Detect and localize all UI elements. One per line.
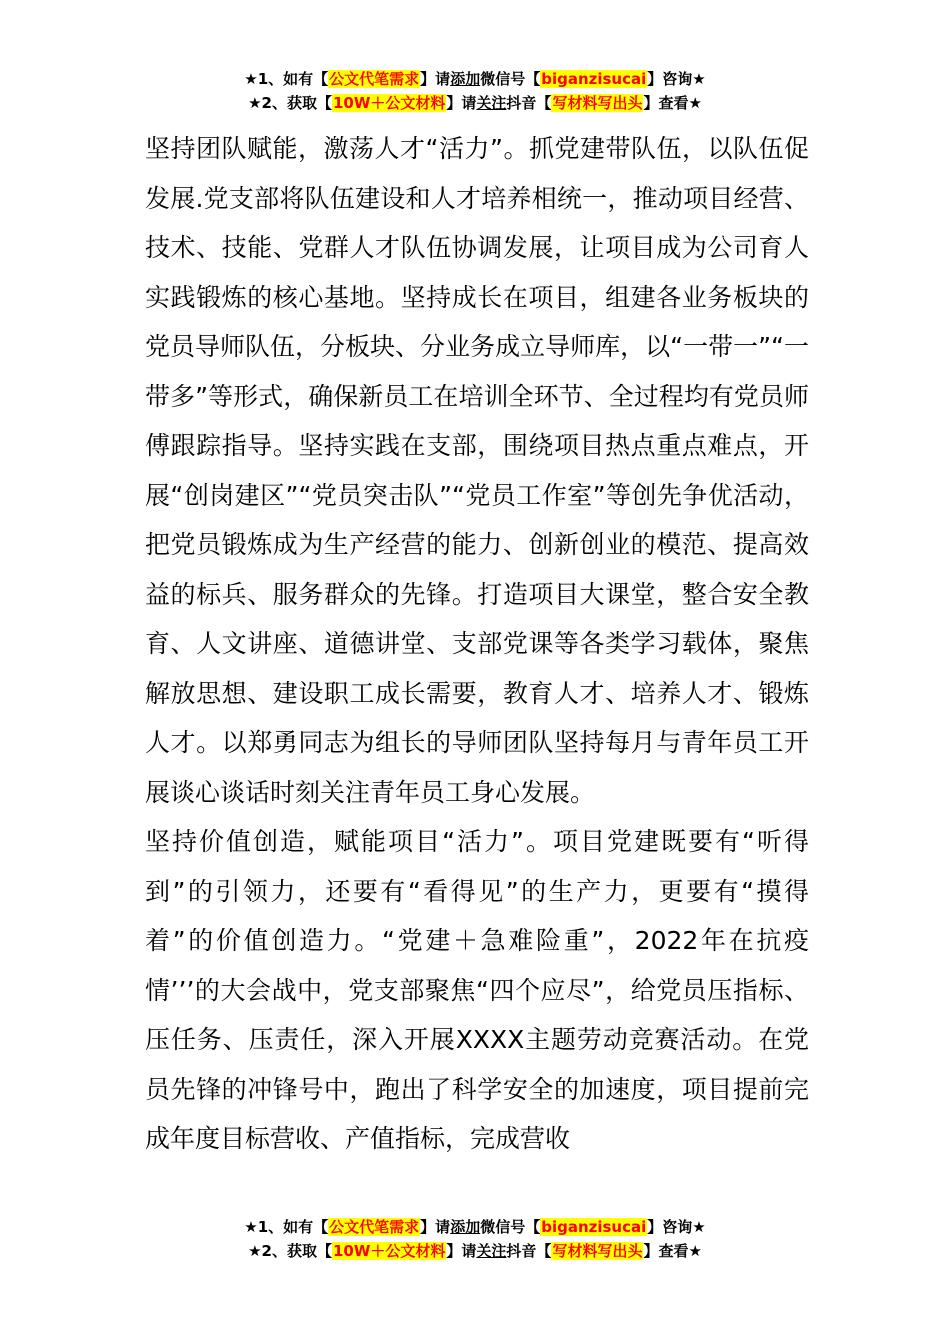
highlight-materials: 10W＋公文材料 [332, 94, 446, 112]
banner-text: 抖音【 [506, 94, 552, 112]
banner-text: 】请 [420, 1218, 451, 1236]
underlined-text: 添加 [450, 70, 481, 88]
banner-text: 】查看★ [643, 1242, 702, 1260]
document-body [145, 124, 809, 1164]
banner-text: 】咨询★ [647, 70, 706, 88]
highlight-service: 公文代笔需求 [329, 1218, 420, 1236]
banner-line-2 [0, 1239, 950, 1263]
banner-text: 微信号【 [480, 70, 541, 88]
underlined-text: 关注 [476, 1242, 507, 1260]
banner-line-1 [0, 1215, 950, 1239]
banner-text: 】查看★ [643, 94, 702, 112]
paragraph-value-creation: 坚持价值创造，赋能项目“活力”。项目党建既要有“听得到”的引领力，还要有“看得见”的生产力，更要有“摸得着”的价值创造力。“党建＋急难险重”，2022年在抗疫情’’’的大会战中，党支部聚焦“四个应尽”，给党员压指标、压任务、压责任，深入开展XXXX主题劳动竞赛活动。在党员先锋的冲锋号中，跑出了科学安全的加速度，项目提前完成年度目标营收、产值指标，完成营收 [145, 827, 809, 1153]
banner-text: 】咨询★ [647, 1218, 706, 1236]
paragraph-team-empowerment: 坚持团队赋能，激荡人才“活力”。抓党建带队伍，以队伍促发展.党支部将队伍建设和人才培养相统一，推动项目经营、技术、技能、党群人才队伍协调发展，让项目成为公司育人实践锻炼的核心基地。坚持成长在项目，组建各业务板块的党员导师队伍，分板块、分业务成立导师库，以“一带一”“一带多”等形式，确保新员工在培训全环节、全过程均有党员师傅跟踪指导。坚持实践在支部，围绕项目热点重点难点，开展“创岗建区”“党员突击队”“党员工作室”等创先争优活动，把党员锻炼成为生产经营的能力、创新创业的模范、提高效益的标兵、服务群众的先锋。打造项目大课堂，整合安全教育、人文讲座、道德讲堂、支部党课等各类学习载体，聚焦解放思想、建设职工成长需要，教育人才、培养人才、锻炼人才。以郑勇同志为组长的导师团队坚持每月与青年员工开展谈心谈话时刻关注青年员工身心发展。 [145, 134, 809, 807]
highlight-douyin: 写材料写出头 [552, 1242, 643, 1260]
highlight-wechat-id: biganzisucai [541, 70, 647, 88]
banner-line-2 [0, 91, 950, 115]
banner-text: 抖音【 [506, 1242, 552, 1260]
banner-text: ★1、如有【 [244, 70, 329, 88]
header-banner [0, 67, 950, 115]
banner-text: 】请 [446, 94, 477, 112]
footer-banner [0, 1215, 950, 1263]
highlight-douyin: 写材料写出头 [552, 94, 643, 112]
underlined-text: 添加 [450, 1218, 481, 1236]
banner-line-1 [0, 67, 950, 91]
highlight-service: 公文代笔需求 [329, 70, 420, 88]
banner-text: ★2、获取【 [248, 94, 332, 112]
banner-text: 微信号【 [480, 1218, 541, 1236]
highlight-wechat-id: biganzisucai [541, 1218, 647, 1236]
banner-text: 】请 [446, 1242, 477, 1260]
banner-text: ★2、获取【 [248, 1242, 332, 1260]
highlight-materials: 10W＋公文材料 [332, 1242, 446, 1260]
banner-text: 】请 [420, 70, 451, 88]
underlined-text: 关注 [476, 94, 507, 112]
banner-text: ★1、如有【 [244, 1218, 329, 1236]
